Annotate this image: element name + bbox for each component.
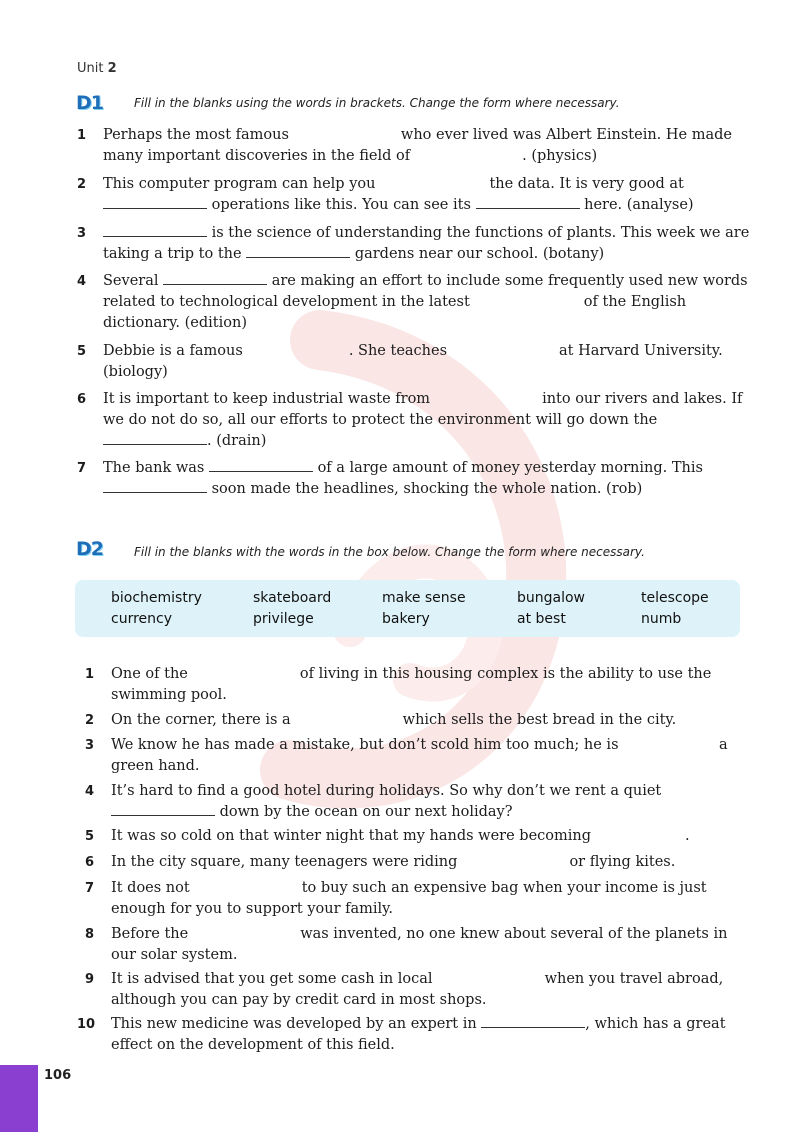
word-box-item: currency xyxy=(111,611,172,627)
unit-heading xyxy=(77,61,117,76)
answer-blank[interactable] xyxy=(476,195,580,209)
word-box-item: numb xyxy=(641,611,682,627)
word-box-item: privilege xyxy=(253,611,314,627)
word-box-item: bungalow xyxy=(517,590,586,606)
unit-number: 2 xyxy=(107,61,117,76)
word-box-item: skateboard xyxy=(253,590,332,606)
answer-blank[interactable] xyxy=(103,431,207,445)
answer-blank[interactable] xyxy=(103,195,207,209)
page-number: 106 xyxy=(44,1068,72,1083)
answer-blank[interactable] xyxy=(103,479,207,493)
answer-blank[interactable] xyxy=(481,1014,585,1028)
d1-instruction: Fill in the blanks using the words in brackets. Change the form where necessary. xyxy=(134,96,620,110)
answer-blank[interactable] xyxy=(246,244,350,258)
word-box-item: telescope xyxy=(641,590,709,606)
d2-badge: D2 xyxy=(76,538,103,560)
answer-blank[interactable] xyxy=(103,223,207,237)
answer-blank[interactable] xyxy=(111,802,215,816)
d2-instruction: Fill in the blanks with the words in the box below. Change the form where necessary. xyxy=(134,545,645,559)
word-box-item: bakery xyxy=(382,611,430,627)
answer-blank[interactable] xyxy=(163,271,267,285)
word-box-item: biochemistry xyxy=(111,590,202,606)
word-box xyxy=(75,580,740,637)
d1-badge: D1 xyxy=(76,92,103,114)
word-box-item: at best xyxy=(517,611,566,627)
answer-blank[interactable] xyxy=(209,458,313,472)
page-edge-tab xyxy=(0,1065,38,1132)
unit-label: Unit xyxy=(77,61,104,76)
word-box-item: make sense xyxy=(382,590,466,606)
